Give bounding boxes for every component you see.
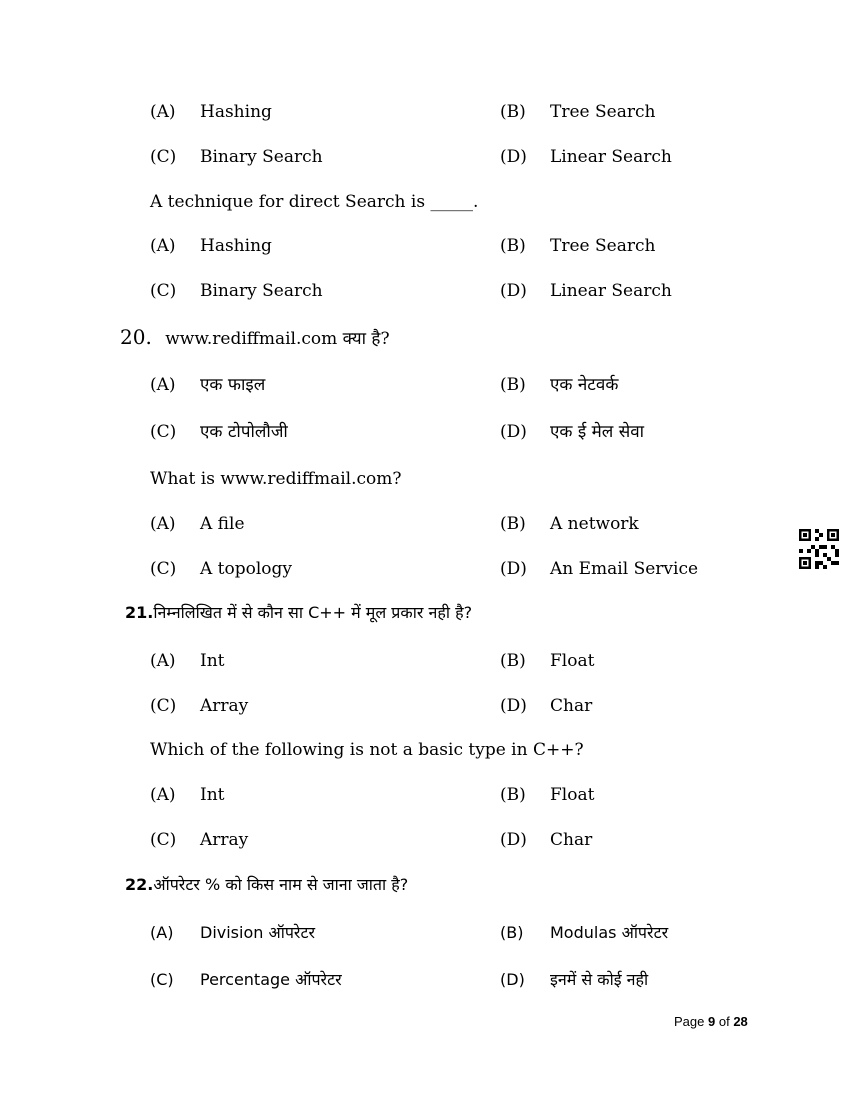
option-label: (B) (500, 375, 526, 395)
option-label: (B) (500, 785, 526, 805)
option-label: (C) (150, 281, 177, 301)
option-label: (B) (500, 514, 526, 534)
option-text: Percentage ऑपरेटर (200, 970, 342, 989)
option-text: A topology (200, 559, 293, 579)
option-row (0, 279, 850, 303)
question-20-hindi (120, 325, 390, 351)
option-text: A network (550, 514, 639, 534)
page-total: 28 (733, 1014, 748, 1029)
option-text: एक फाइल (200, 375, 266, 395)
option-text: Array (200, 830, 249, 850)
option-row (0, 100, 850, 124)
question-text-hindi: निम्नलिखित में से कौन सा C++ में मूल प्रकार नही है? (153, 603, 473, 622)
option-label: (A) (150, 514, 176, 534)
option-text: Modulas ऑपरेटर (550, 923, 669, 942)
option-label: (C) (150, 830, 177, 850)
option-label: (D) (500, 970, 525, 989)
option-row (0, 373, 850, 397)
option-text: Hashing (200, 236, 272, 256)
question-number: 21. (125, 603, 154, 622)
option-row (0, 512, 850, 536)
option-text: Char (550, 696, 593, 716)
option-label: (C) (150, 970, 174, 989)
option-text: Linear Search (550, 147, 672, 167)
qr-code-icon (799, 529, 839, 569)
option-text: एक नेटवर्क (550, 375, 619, 395)
option-label: (A) (150, 102, 176, 122)
option-label: (C) (150, 147, 177, 167)
question-text-english: Which of the following is not a basic type in C++? (150, 740, 584, 760)
option-row (0, 557, 850, 581)
option-label: (D) (500, 422, 527, 442)
option-row (0, 145, 850, 169)
option-label: (C) (150, 696, 177, 716)
option-text: Binary Search (200, 281, 323, 301)
option-label: (A) (150, 785, 176, 805)
option-text: इनमें से कोई नही (550, 970, 649, 989)
question-number: 20. (120, 325, 152, 349)
option-row (0, 420, 850, 444)
option-label: (C) (150, 559, 177, 579)
option-text: Tree Search (550, 102, 656, 122)
of-word: of (718, 1014, 730, 1029)
option-label: (B) (500, 236, 526, 256)
question-21-hindi (125, 601, 472, 625)
option-row (0, 828, 850, 852)
page-current: 9 (708, 1014, 716, 1029)
option-text: Hashing (200, 102, 272, 122)
option-label: (B) (500, 102, 526, 122)
question-number: 22. (125, 875, 154, 894)
question-text-english: A technique for direct Search is _____. (150, 192, 479, 212)
option-text: Division ऑपरेटर (200, 923, 316, 942)
option-text: एक ई मेल सेवा (550, 422, 645, 442)
option-label: (A) (150, 236, 176, 256)
option-text: Float (550, 785, 595, 805)
page-word: Page (674, 1014, 705, 1029)
option-label: (D) (500, 696, 527, 716)
option-text: Binary Search (200, 147, 323, 167)
option-text: An Email Service (550, 559, 699, 579)
option-row (0, 921, 850, 945)
option-label: (D) (500, 147, 527, 167)
question-22-hindi (125, 873, 408, 897)
option-text: Int (200, 785, 225, 805)
option-text: A file (200, 514, 245, 534)
option-row (0, 783, 850, 807)
option-text: Tree Search (550, 236, 656, 256)
option-text: Float (550, 651, 595, 671)
page-number-footer (674, 1014, 748, 1030)
option-label: (A) (150, 923, 174, 942)
question-text-english: What is www.rediffmail.com? (150, 469, 402, 489)
option-text: Array (200, 696, 249, 716)
option-label: (A) (150, 375, 176, 395)
option-label: (B) (500, 651, 526, 671)
option-row (0, 968, 850, 992)
question-text-hindi: ऑपरेटर % को किस नाम से जाना जाता है? (153, 875, 409, 894)
option-label: (B) (500, 923, 524, 942)
option-text: एक टोपोलौजी (200, 422, 288, 442)
question-text-hindi: www.rediffmail.com क्या है? (165, 329, 390, 349)
option-row (0, 234, 850, 258)
option-text: Linear Search (550, 281, 672, 301)
option-text: Int (200, 651, 225, 671)
option-row (0, 694, 850, 718)
option-label: (C) (150, 422, 177, 442)
option-label: (A) (150, 651, 176, 671)
option-label: (D) (500, 281, 527, 301)
option-label: (D) (500, 830, 527, 850)
option-label: (D) (500, 559, 527, 579)
option-row (0, 649, 850, 673)
option-text: Char (550, 830, 593, 850)
